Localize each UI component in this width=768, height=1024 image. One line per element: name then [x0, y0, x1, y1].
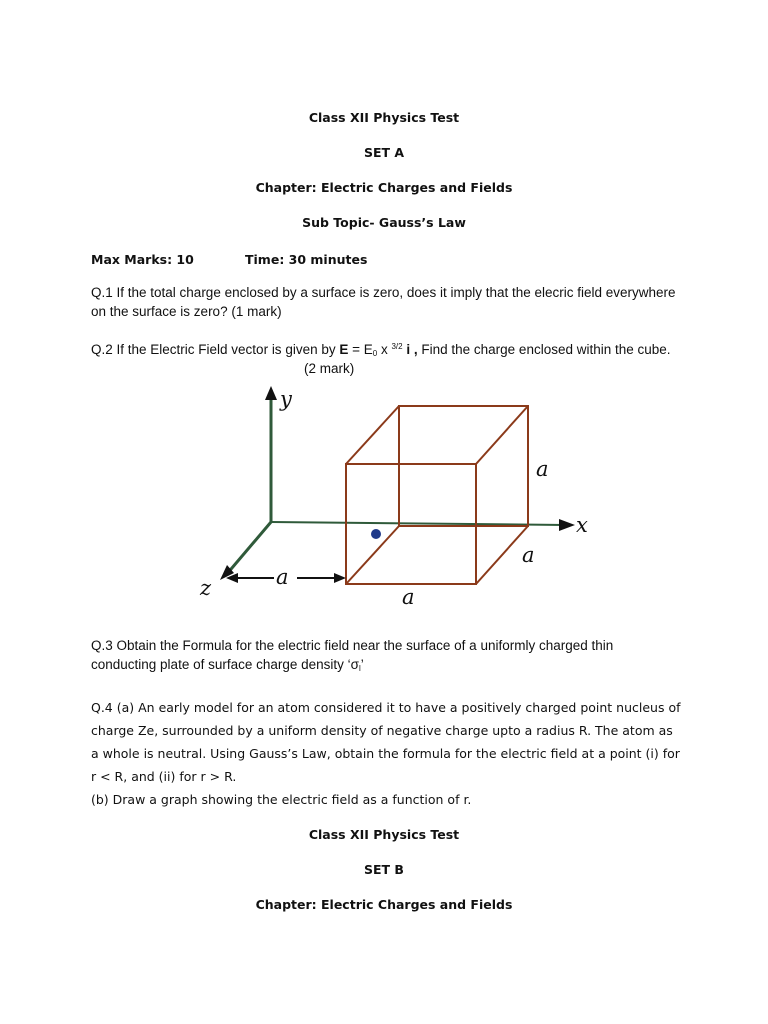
q3-sub: l: [359, 664, 361, 673]
set-b-title: Class XII Physics Test: [308, 827, 460, 842]
cube-back-face: [399, 406, 528, 526]
set-a-subtopic: Sub Topic- Gauss’s Law: [302, 215, 466, 230]
q2-e-vector: E: [339, 342, 349, 357]
a-label-width: a: [402, 585, 415, 609]
q2-eq: = E: [348, 342, 373, 357]
q2-sub0: 0: [372, 349, 378, 358]
set-b-label: SET B: [364, 862, 404, 877]
a-label-dimension: a: [276, 565, 289, 589]
a-label-depth: a: [522, 543, 535, 567]
question-3: [91, 636, 681, 674]
q2-x: x: [377, 342, 392, 357]
x-axis: [271, 522, 565, 525]
set-a-chapter: Chapter: Electric Charges and Fields: [255, 180, 513, 195]
set-b-chapter: Chapter: Electric Charges and Fields: [255, 897, 513, 912]
y-axis-arrow: [265, 386, 277, 400]
q2-prefix: Q.2 If the Electric Field vector is given by: [91, 342, 340, 357]
y-label: y: [280, 387, 292, 411]
q3-close: ’: [360, 657, 364, 672]
charge-dot: [371, 529, 381, 539]
time-limit: Time: 30 minutes: [245, 252, 368, 267]
set-a-label: SET A: [363, 145, 405, 160]
q2-exponent: 3/2: [391, 342, 403, 351]
question-1: Q.1 If the total charge enclosed by a surface is zero, does it imply that the elecric field everywhere on the surface is zero? (1 mark): [91, 285, 676, 319]
cube-edge-top-left: [346, 406, 399, 464]
max-marks: Max Marks: 10: [91, 252, 194, 267]
cube-edges: [346, 406, 528, 584]
cube-figure: [170, 382, 610, 617]
marks-time-line: [91, 250, 691, 269]
question-2: [91, 340, 671, 376]
q2-marks: (2 mark): [304, 361, 355, 376]
q4-part-a: Q.4 (a) An early model for an atom considered it to have a positively charged point nucleus of charge Ze, surrounded by a uniform density of negative charge upto a radius R. The atom as a whole is neutral. Using Gauss’s Law, obtain the formula for the electric field at a point (i) for r < R, and (ii) for r > R.: [91, 700, 681, 784]
x-label: x: [576, 513, 588, 537]
cube-edge-bottom-right: [476, 526, 528, 584]
set-a-title: Class XII Physics Test: [308, 110, 460, 125]
q2-unit-i: i ,: [402, 342, 418, 357]
z-axis: [226, 522, 271, 575]
a-label-height: a: [536, 457, 549, 481]
q3-text: Q.3 Obtain the Formula for the electric field near the surface of a uniformly charged thin conducting plate of surface charge density ‘σ: [91, 638, 614, 672]
cube-edge-top-right: [476, 406, 528, 464]
a-dimension-arrow-right: [334, 573, 346, 583]
z-label: z: [200, 576, 212, 600]
x-axis-arrow: [559, 519, 575, 531]
q2-suffix: Find the charge enclosed within the cube.: [417, 342, 671, 357]
q4-part-b: (b) Draw a graph showing the electric field as a function of r.: [91, 792, 472, 807]
question-4: [91, 696, 681, 811]
